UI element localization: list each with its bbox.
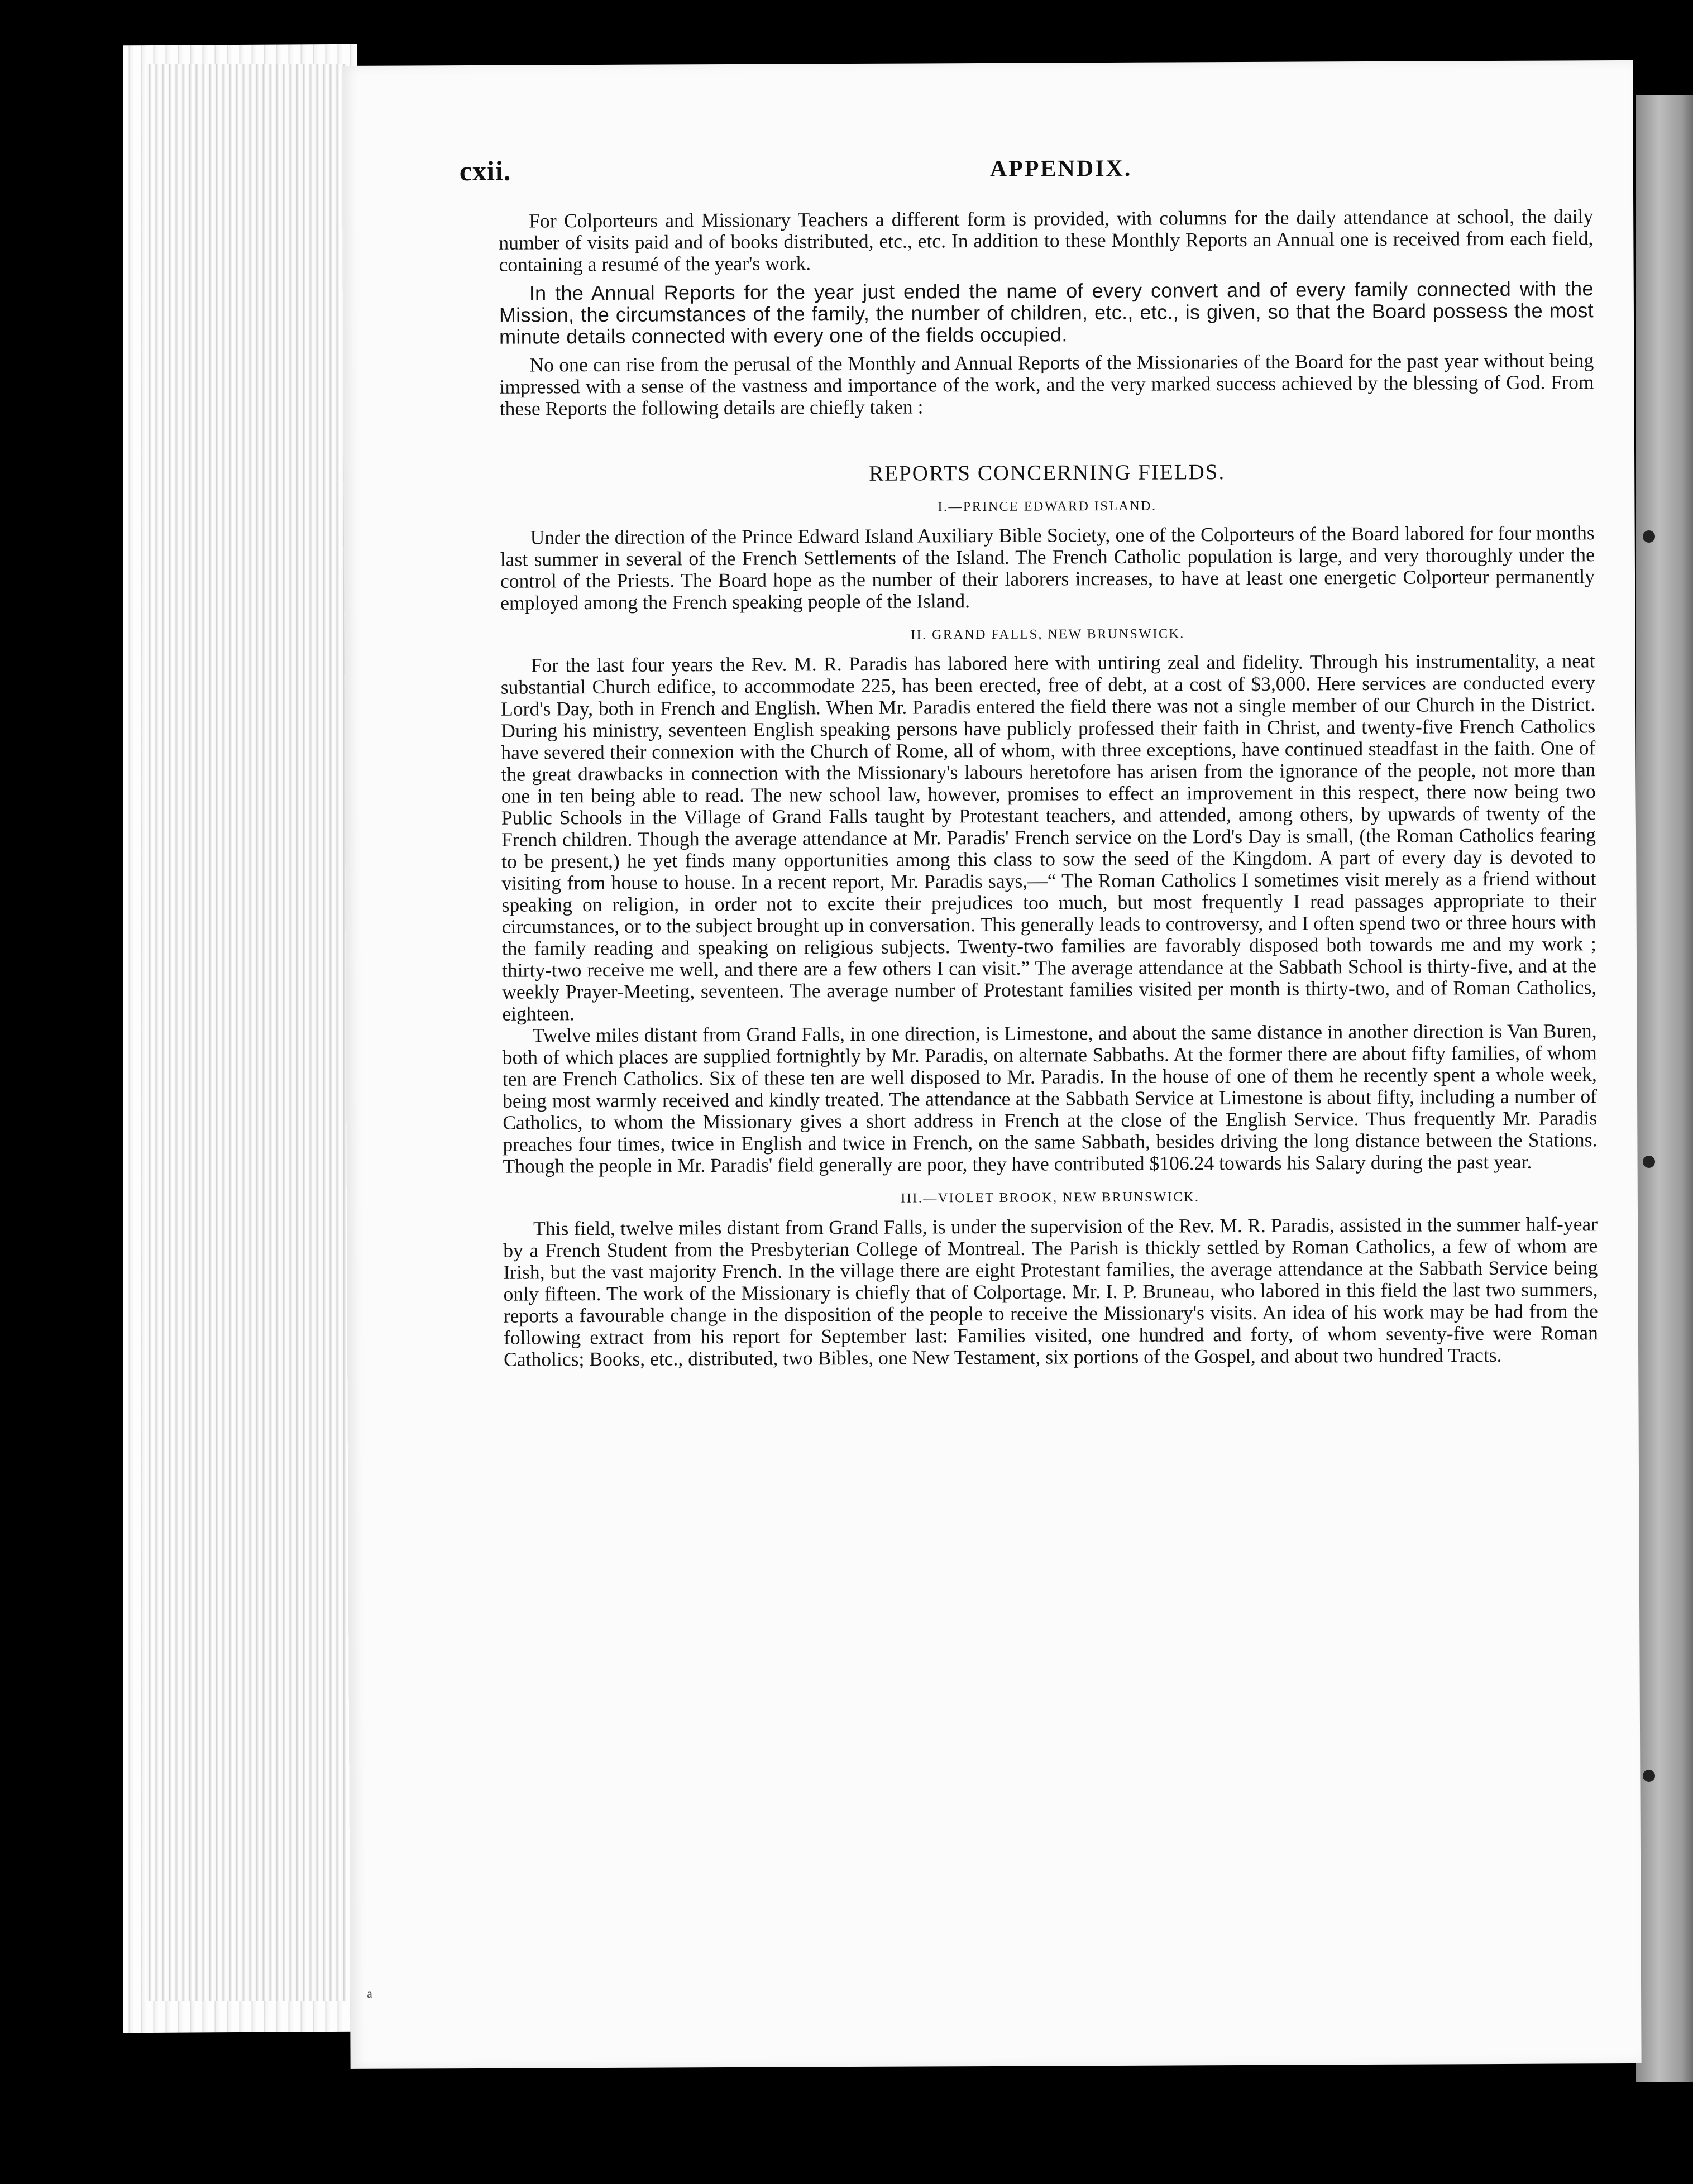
binding-hole	[1643, 1156, 1655, 1168]
section-title: REPORTS CONCERNING FIELDS.	[869, 460, 1226, 486]
binding-strip	[1636, 95, 1693, 2082]
field-2-paragraph-1: For the last four years the Rev. M. R. Paradis has labored here with untiring zeal and fidelity. Through his instrumentality, a neat substantial Church edifice, to accommodate 225, has been erected, free of debt, at a cost of $3,000. Here services are conducted every Lord's Day, both in French and English. When Mr. Paradis entered the field there was not a single member of our Church in the District. During his ministry, seventeen English speaking persons have publicly professed their faith in Christ, and twenty-five French Catholics have severed their connexion with the Church of Rome, all of whom, with three exceptions, have continued steadfast in the faith. One of the great drawbacks in connection with the Missionary's labours heretofore has arisen from the ignorance of the people, not more than one in ten being able to read. The new school law, however, promises to effect an improvement in this respect, there now being two Public Schools in the Village of Grand Falls taught by Protestant teachers, and attended, among others, by upwards of twenty of the French children. Though the average attendance at Mr. Paradis' French service on the Lord's Day is small, (the Roman Catholics fearing to be present,) he yet finds many opportunities among this class to sow the seed of the Kingdom. A part of every day is devoted to visiting from house to house. In a recent report, Mr. Paradis says,—“ The Roman Catholics I sometimes visit merely as a friend without speaking on religion, in order not to excite their prejudices too much, but most frequently I read passages appropriate to their circumstances, or to the subject brought up in conversation. This generally leads to controversy, and I often spend two or three hours with the family reading and speaking on religious subjects. Twenty-two families are favorably disposed both towards me and my work ; thirty-two receive me well, and there are a few others I can visit.” The average attendance at the Sabbath School is thirty-five, and at the weekly Prayer-Meeting, seventeen. The average number of Protestant families visited per month is thirty-two, and of Roman Catholics, eighteen.	[500, 649, 1597, 1025]
intro-paragraph-3: No one can rise from the perusal of the Monthly and Annual Reports of the Missionaries of the Board for the past year without being impressed with a sense of the vastness and importance of the work, and the very marked success achieved by the blessing of God. From these Reports the following details are chiefly taken :	[499, 349, 1594, 420]
field-3-paragraph: This field, twelve miles distant from Grand Falls, is under the supervision of the Rev. M. R. Paradis, assisted in the summer half-year by a French Student from the Presbyterian College of Montreal. The Parish is thickly settled by Roman Catholics, a few of whom are Irish, but the vast majority French. In the village there are eight Protestant families, the average attendance at the Sabbath Service being only fifteen. The work of the Missionary is chiefly that of Colportage. Mr. I. P. Bruneau, who labored in this field the last two summers, reports a favourable change in the disposition of the people to receive the Missionary's visits. An idea of his work may be had from the following extract from his report for September last: Families visited, one hundred and forty, of whom seventy-five were Roman Catholics; Books, etc., distributed, two Bibles, one New Testament, six portions of the Gospel, and about two hundred Tracts.	[503, 1213, 1599, 1371]
field-2-paragraph-2: Twelve miles distant from Grand Falls, in one direction, is Limestone, and about the same distance in another direction is Van Buren, both of which places are supplied fortnightly by Mr. Paradis, on alternate Sabbaths. At the former there are about fifty families, of whom ten are French Catholics. Six of these ten are well disposed to Mr. Paradis. In the house of one of them he recently spent a whole week, being most warmly received and kindly treated. The attendance at the Sabbath Service at Limestone is about fifty, including a number of Catholics, to whom the Missionary gives a short address in French at the close of the English Service. Thus frequently Mr. Paradis preaches four times, twice in English and twice in French, on the same Sabbath, besides driving the long distance between the Stations. Though the people in Mr. Paradis' field generally are poor, they have contributed $106.24 towards his Salary during the past year.	[502, 1019, 1598, 1177]
page-stack-edges-inner	[145, 64, 346, 2001]
page-number: cxii.	[459, 155, 511, 187]
field-heading-3: III.—VIOLET BROOK, NEW BRUNSWICK.	[901, 1190, 1200, 1206]
field-heading-1: I.—PRINCE EDWARD ISLAND.	[938, 499, 1157, 515]
page-body	[499, 205, 1598, 1371]
intro-paragraph-2: In the Annual Reports for the year just ended the name of every convert and of every family connected with the Mission, the circumstances of the family, the number of children, etc., etc., is given, so that the Board possess the most minute details connected with every one of the fields occupied.	[499, 277, 1594, 348]
binding-hole	[1643, 530, 1655, 543]
field-heading-2: II. GRAND FALLS, NEW BRUNSWICK.	[911, 626, 1185, 643]
book-page	[342, 60, 1642, 2069]
running-title: APPENDIX.	[989, 155, 1132, 182]
running-header	[460, 150, 1610, 188]
intro-paragraph-1: For Colporteurs and Missionary Teachers a different form is provided, with columns for the daily attendance at school, the daily number of visits paid and of books distributed, etc., etc. In addition to these Monthly Reports an Annual one is received from each field, containing a resumé of the year's work.	[499, 205, 1594, 276]
margin-mark: a	[367, 1986, 372, 2000]
field-1-paragraph: Under the direction of the Prince Edward Island Auxiliary Bible Society, one of the Colporteurs of the Board labored for four months last summer in several of the French Settlements of the Island. The French Catholic population is large, and very thoroughly under the control of the Priests. The Board hope as the number of their laborers increases, to have at least one energetic Colporteur permanently employed among the French speaking people of the Island.	[500, 521, 1595, 614]
binding-hole	[1643, 1770, 1655, 1782]
